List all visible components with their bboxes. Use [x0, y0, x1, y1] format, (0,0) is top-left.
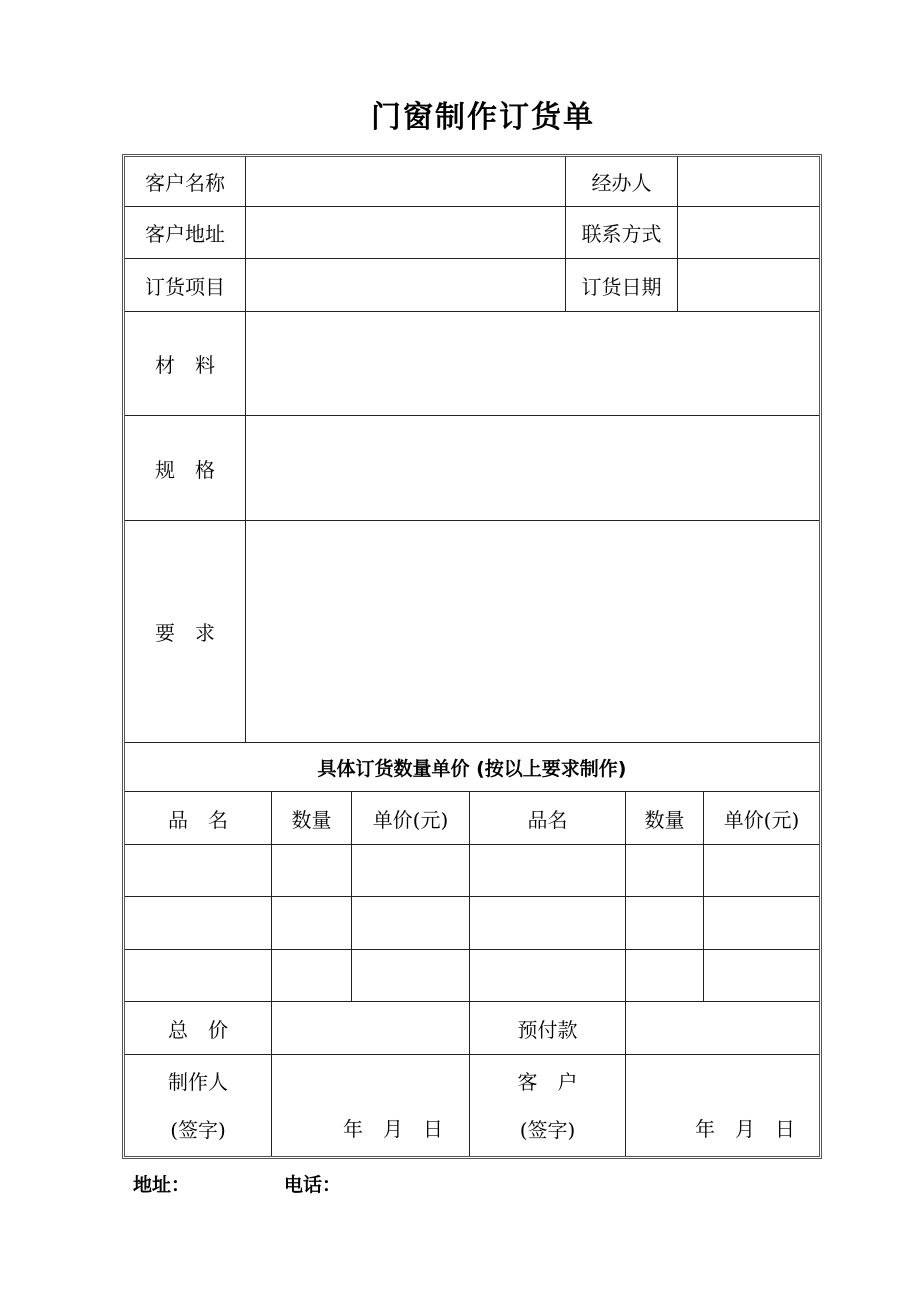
- requirement-label: 要 求: [155, 621, 215, 645]
- order-form: [122, 154, 822, 1159]
- customer-signature-label: [470, 1055, 625, 1156]
- col-name-right: 品名: [527, 807, 568, 832]
- customer-name-label: 客户名称: [145, 171, 225, 195]
- total-field[interactable]: [272, 1002, 469, 1054]
- contact-label: 联系方式: [581, 222, 662, 246]
- col-qty-left: 数量: [291, 807, 332, 832]
- order-item-label: 订货项目: [145, 274, 225, 299]
- col-name-left: 品 名: [168, 807, 228, 832]
- total-label: 总 价: [168, 1017, 228, 1042]
- customer-label: 客 户: [517, 1069, 578, 1094]
- maker-date[interactable]: [272, 1055, 469, 1156]
- contact-field[interactable]: [678, 207, 819, 258]
- material-label: 材 料: [155, 353, 215, 377]
- col-qty-right: 数量: [644, 807, 685, 832]
- table-row[interactable]: [125, 845, 819, 896]
- form-grid: [125, 157, 819, 1156]
- spec-field[interactable]: [246, 416, 819, 520]
- customer-date[interactable]: [626, 1055, 819, 1156]
- col-price-left: 单价(元): [372, 807, 449, 832]
- detail-heading: 具体订货数量单价 (按以上要求制作): [317, 757, 627, 780]
- agent-label: 经办人: [591, 171, 652, 195]
- maker-signature-label: [125, 1055, 271, 1156]
- material-field[interactable]: [246, 312, 819, 415]
- order-item-field[interactable]: [246, 259, 565, 311]
- agent-field[interactable]: [678, 157, 819, 206]
- maker-sign-note: (签字): [170, 1117, 226, 1142]
- customer-name-field[interactable]: [246, 157, 565, 206]
- footer-address-label: 地址：: [133, 1174, 191, 1196]
- page-title: 门窗制作订货单: [371, 100, 595, 135]
- spec-label: 规 格: [155, 457, 215, 482]
- customer-address-label: 客户地址: [145, 222, 225, 246]
- maker-label: 制作人: [168, 1069, 228, 1094]
- col-price-right: 单价(元): [723, 807, 800, 832]
- table-row[interactable]: [125, 950, 819, 1001]
- customer-sign-note: (签字): [519, 1117, 576, 1142]
- customer-date-text: 年 月 日: [695, 1117, 795, 1141]
- table-row[interactable]: [125, 897, 819, 949]
- order-date-label: 订货日期: [581, 274, 662, 299]
- footer-phone-label: 电话：: [284, 1174, 342, 1196]
- order-date-field[interactable]: [678, 259, 819, 311]
- prepayment-label: 预付款: [517, 1017, 578, 1042]
- prepayment-field[interactable]: [626, 1002, 819, 1054]
- requirement-field[interactable]: [246, 521, 819, 742]
- customer-address-field[interactable]: [246, 207, 565, 258]
- maker-date-text: 年 月 日: [343, 1117, 443, 1141]
